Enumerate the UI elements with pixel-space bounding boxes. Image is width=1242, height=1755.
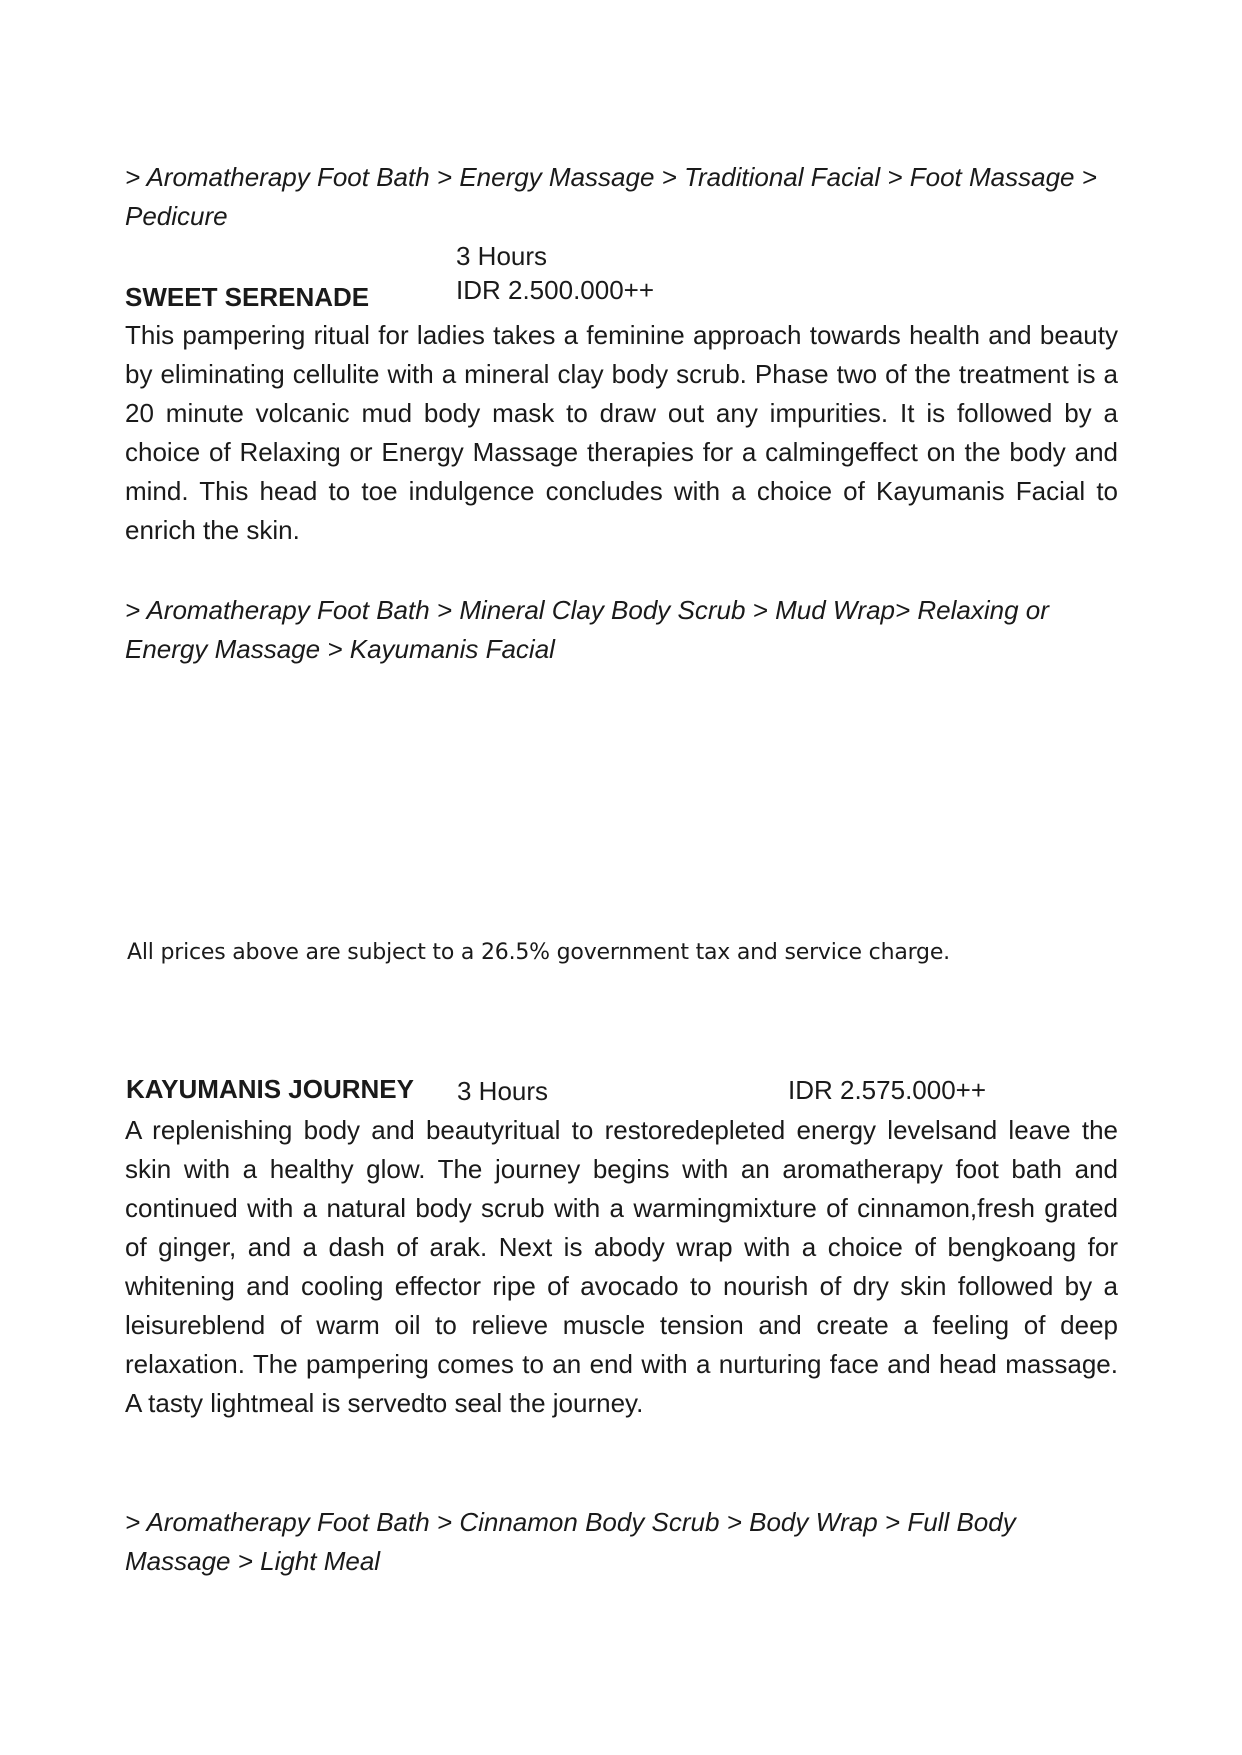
kayumanis-journey-price: IDR 2.575.000++ (788, 1075, 987, 1105)
sweet-serenade-description: This pampering ritual for ladies takes a feminine approach towards health and beauty by eliminating cellulite with a mineral clay body scrub. Phase two of the treatment is a 20 minute volcanic mud body mask to draw out any impurities. It is followed by a choice of Relaxing or Energy Massage therapies for a calmingeffect on the body and mind. This head to toe indulgence concludes with a choice of Kayumanis Facial to enrich the skin. (125, 320, 1118, 545)
sweet-serenade-duration: 3 Hours (456, 241, 548, 271)
kayumanis-journey-duration: 3 Hours (457, 1076, 549, 1106)
kayumanis-journey-description: A replenishing body and beautyritual to restoredepleted energy levelsand leave the skin with a healthy glow. The journey begins with an aromatherapy foot bath and continued with a natural body scrub with a warmingmixture of cinnamon,fresh grated of ginger, and a dash of arak. Next is abody wrap with a choice of bengkoang for whitening and cooling effector ripe of avocado to nourish of dry skin followed by a leisureblend of warm oil to relieve muscle tension and create a feeling of deep relaxation. The pampering comes to an end with a nurturing face and head massage. A tasty lightmeal is servedto seal the journey. (125, 1115, 1118, 1418)
sweet-serenade-price: IDR 2.500.000++ (456, 275, 655, 305)
kayumanis-journey-title: KAYUMANIS JOURNEY (126, 1074, 414, 1104)
kayumanis-journey-sequence: > Aromatherapy Foot Bath > Cinnamon Body Scrub > Body Wrap > Full Body Massage > Light Meal (125, 1507, 1016, 1576)
previous-treatment-sequence: > Aromatherapy Foot Bath > Energy Massage > Traditional Facial > Foot Massage > Pedicure (125, 162, 1097, 231)
tax-note: All prices above are subject to a 26.5% government tax and service charge. (127, 940, 950, 965)
sweet-serenade-title: SWEET SERENADE (125, 282, 370, 312)
sweet-serenade-sequence: > Aromatherapy Foot Bath > Mineral Clay Body Scrub > Mud Wrap> Relaxing or Energy Massage > Kayumanis Facial (125, 595, 1049, 664)
